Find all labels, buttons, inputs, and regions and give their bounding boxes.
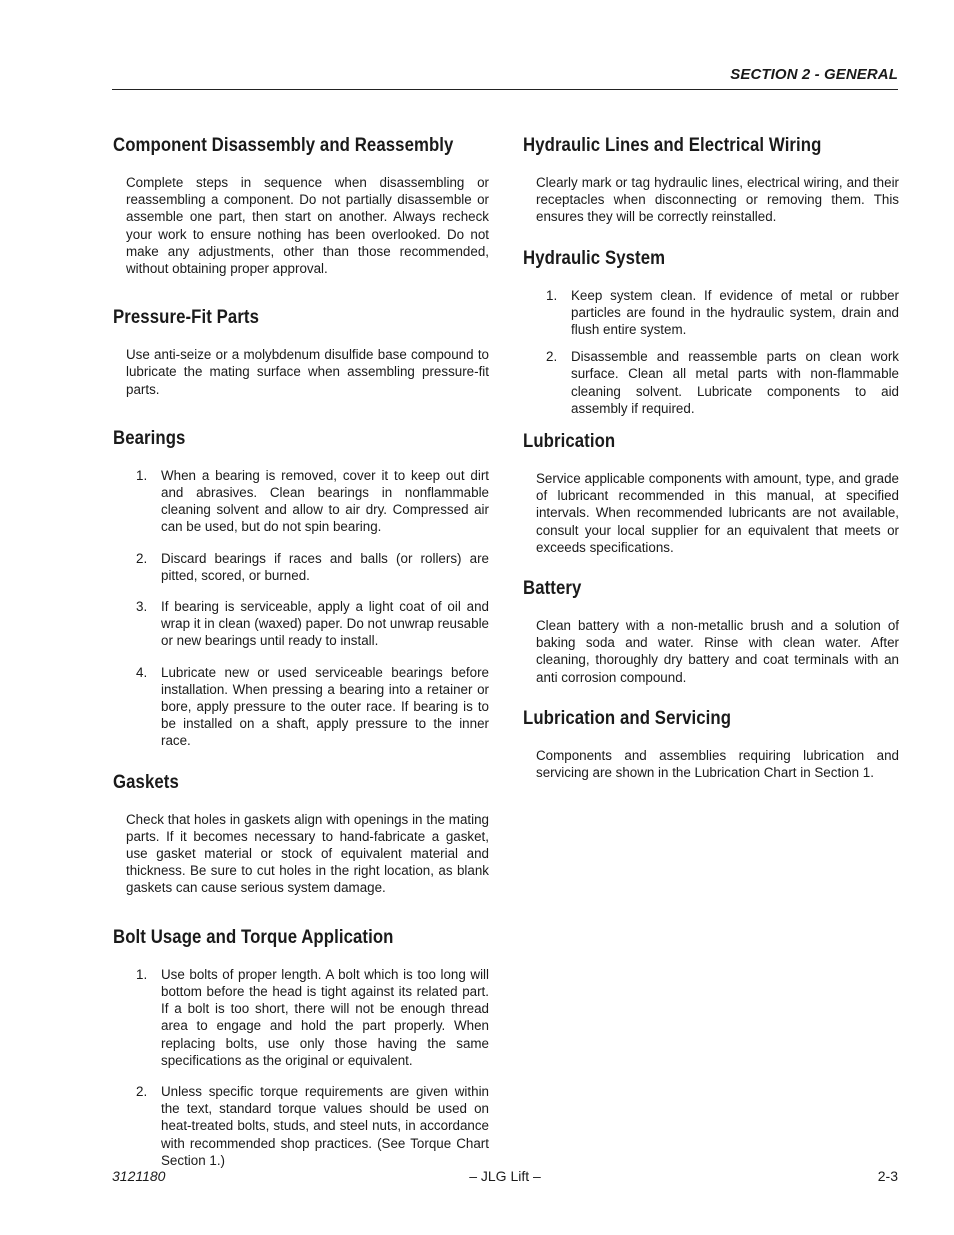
heading-lubrication: Lubrication	[523, 430, 616, 453]
list-text: If bearing is serviceable, apply a light coat of oil and wrap it in clean (waxed) paper. Do not unwrap reusable or new bearings until ready to install.	[161, 599, 489, 649]
heading-hydraulic-system: Hydraulic System	[523, 246, 666, 269]
list-number: 1.	[136, 966, 148, 982]
list-number: 2.	[136, 550, 148, 566]
list-item	[113, 550, 489, 584]
list-item	[113, 664, 489, 750]
paragraph-lubrication: Service applicable components with amount, type, and grade of lubricant recommended in this manual, at specified intervals. When recommended lubricants are not available, consult your local supplier for an equivalent that meets or exceeds specifications.	[536, 471, 899, 555]
section-pressure-fit	[113, 303, 489, 398]
heading-lubrication-servicing: Lubrication and Servicing	[523, 706, 732, 729]
page-header	[112, 64, 898, 90]
list-text: Disassemble and reassemble parts on clean work surface. Clean all metal parts with non-flammable cleaning solvent. Lubricate components to aid assembly if required.	[571, 349, 899, 416]
list-item	[523, 348, 899, 417]
hydraulic-system-list	[523, 287, 899, 417]
paragraph-battery: Clean battery with a non-metallic brush and a solution of baking soda and water. Rinse with clean water. After cleaning, thoroughly dry battery and coat terminals with an anti corrosion compound.	[536, 618, 899, 685]
list-number: 4.	[136, 664, 148, 680]
section-lubrication-servicing	[523, 704, 899, 781]
page-number: 2-3	[877, 1168, 898, 1184]
paragraph-lubrication-servicing: Components and assemblies requiring lubrication and servicing are shown in the Lubrication Chart in Section 1.	[536, 747, 899, 781]
heading-bearings: Bearings	[113, 426, 186, 449]
list-item	[113, 467, 489, 536]
list-text: Keep system clean. If evidence of metal or rubber particles are found in the hydraulic system, drain and flush entire system.	[571, 287, 899, 338]
list-text: Lubricate new or used serviceable bearings before installation. When pressing a bearing into a retainer or bore, apply pressure to the outer race. If bearing is to be installed on a shaft, apply pressure to the inner race.	[161, 664, 489, 749]
heading-hydraulic-lines: Hydraulic Lines and Electrical Wiring	[523, 134, 822, 156]
list-number: 2.	[546, 349, 558, 365]
section-bearings	[113, 424, 489, 750]
list-number: 1.	[136, 467, 148, 483]
section-bolt-usage	[113, 923, 489, 1169]
heading-bolt-usage: Bolt Usage and Torque Application	[113, 925, 394, 948]
section-gaskets	[113, 768, 489, 897]
list-text: Discard bearings if races and balls (or rollers) are pitted, scored, or burned.	[161, 550, 489, 583]
bolt-usage-list	[113, 966, 489, 1169]
section-battery	[523, 574, 899, 686]
list-item	[113, 598, 489, 650]
section-hydraulic-system	[523, 244, 899, 417]
paragraph-component-disassembly: Complete steps in sequence when disassembling or reassembling a component. Do not partially disassemble or assemble one part, then start on another. Always recheck your work to ensure nothing has been overlooked. Do not make any adjustments, other than those recommended, without obtaining proper approval.	[126, 175, 489, 277]
list-text: Use bolts of proper length. A bolt which is too long will bottom before the head is tight against its related part. If a bolt is too short, there will not be enough thread area to engage and hold the part properly. When replacing bolts, use only those having the same specifications as the original or equivalent.	[161, 966, 489, 1068]
heading-component-disassembly: Component Disassembly and Reassembly	[113, 134, 454, 156]
list-text: When a bearing is removed, cover it to keep out dirt and abrasives. Clean bearings in nonflammable cleaning solvent and allow to air dry. Compressed air can be used, but do not spin bearing.	[161, 467, 489, 535]
list-number: 3.	[136, 599, 148, 615]
left-column	[113, 131, 489, 1195]
section-lubrication	[523, 427, 899, 556]
list-number: 2.	[136, 1083, 148, 1099]
list-item	[523, 287, 899, 339]
paragraph-gaskets: Check that holes in gaskets align with openings in the mating parts. If it becomes necessary to hand-fabricate a gasket, use gasket material or stock of equivalent material and thickness. Be sure to cut holes in the right location, as blank gaskets can cause serious system damage.	[126, 811, 489, 896]
section-title: SECTION 2 - GENERAL	[730, 66, 898, 83]
section-hydraulic-lines	[523, 131, 899, 226]
right-column	[523, 131, 899, 807]
section-component-disassembly	[113, 131, 489, 277]
page-footer	[112, 1168, 898, 1190]
heading-gaskets: Gaskets	[113, 770, 179, 793]
doc-number: 3121180	[112, 1168, 166, 1184]
heading-pressure-fit: Pressure-Fit Parts	[113, 306, 260, 329]
list-text: Unless specific torque requirements are given within the text, standard torque values should be used on heat-treated bolts, studs, and steel nuts, in accordance with recommended shop practices. (See Torque Chart Section 1.)	[161, 1083, 489, 1168]
list-item	[113, 966, 489, 1069]
publisher-name: – JLG Lift –	[469, 1168, 541, 1184]
list-item	[113, 1083, 489, 1169]
heading-battery: Battery	[523, 577, 582, 600]
paragraph-pressure-fit: Use anti-seize or a molybdenum disulfide base compound to lubricate the mating surface when assembling pressure-fit parts.	[126, 347, 489, 397]
list-number: 1.	[546, 287, 558, 303]
bearings-list	[113, 467, 489, 750]
paragraph-hydraulic-lines: Clearly mark or tag hydraulic lines, electrical wiring, and their receptacles when disconnecting or removing them. This ensures they will be correctly reinstalled.	[536, 175, 899, 225]
